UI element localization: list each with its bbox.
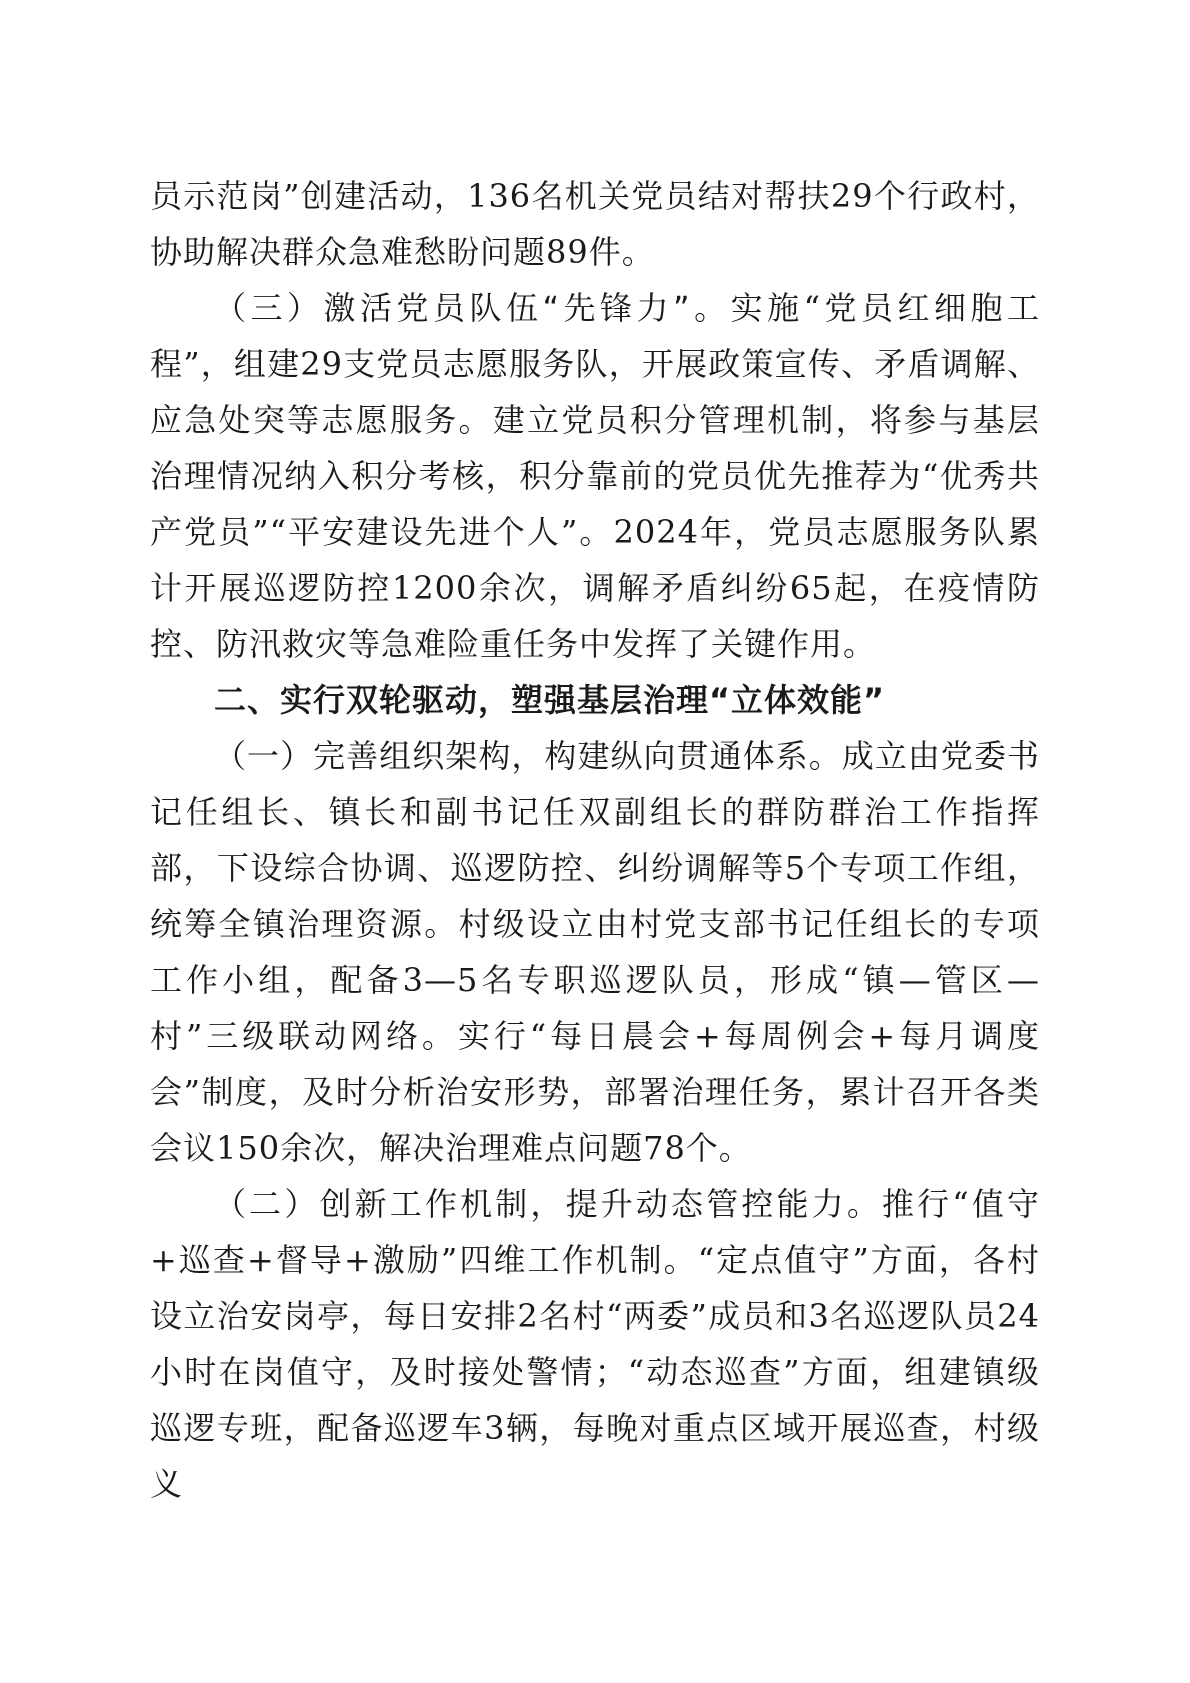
paragraph-party-vanguard [150, 280, 1040, 672]
section-heading: 二、实行双轮驱动，塑强基层治理“立体效能” [214, 681, 886, 719]
paragraph-text: 成立由党委书记任组长、镇长和副书记任双副组长的群防群治工作指挥部，下设综合协调、巡逻防控、纠纷调解等5个专项工作组，统筹全镇治理资源。村级设立由村党支部书记任组长的专项工作小组，配备3—5名专职巡逻队员，形成“镇—管区—村”三级联动网络。实行“每日晨会+每周例会+每月调度会”制度，及时分析治安形势，部署治理任务，累计召开各类会议150余次，解决治理难点问题78个。 [150, 737, 1040, 1167]
paragraph-text: 员示范岗”创建活动，136名机关党员结对帮扶29个行政村，协助解决群众急难愁盼问题89件。 [150, 177, 1040, 271]
paragraph-text: 实施“党员红细胞工程”，组建29支党员志愿服务队，开展政策宣传、矛盾调解、应急处突等志愿服务。建立党员积分管理机制，将参与基层治理情况纳入积分考核，积分靠前的党员优先推荐为“优秀共产党员”“平安建设先进个人”。2024年，党员志愿服务队累计开展巡逻防控1200余次，调解矛盾纠纷65起，在疫情防控、防汛救灾等急难险重任务中发挥了关键作用。 [150, 289, 1040, 663]
paragraph-lead: （二）创新工作机制，提升动态管控能力。 [214, 1185, 882, 1223]
paragraph-lead: （一）完善组织架构，构建纵向贯通体系。 [214, 737, 842, 775]
paragraph-lead: （三）激活党员队伍“先锋力”。 [214, 289, 731, 327]
paragraph-org-structure [150, 728, 1040, 1176]
document-page [150, 168, 1040, 1512]
paragraph-continued [150, 168, 1040, 280]
paragraph-text: 推行“值守+巡查+督导+激励”四维工作机制。“定点值守”方面，各村设立治安岗亭，每日安排2名村“两委”成员和3名巡逻队员24小时在岗值守，及时接处警情；“动态巡查”方面，组建镇级巡逻专班，配备巡逻车3辆，每晚对重点区域开展巡查，村级义 [150, 1185, 1040, 1503]
paragraph-work-mechanism [150, 1176, 1040, 1512]
